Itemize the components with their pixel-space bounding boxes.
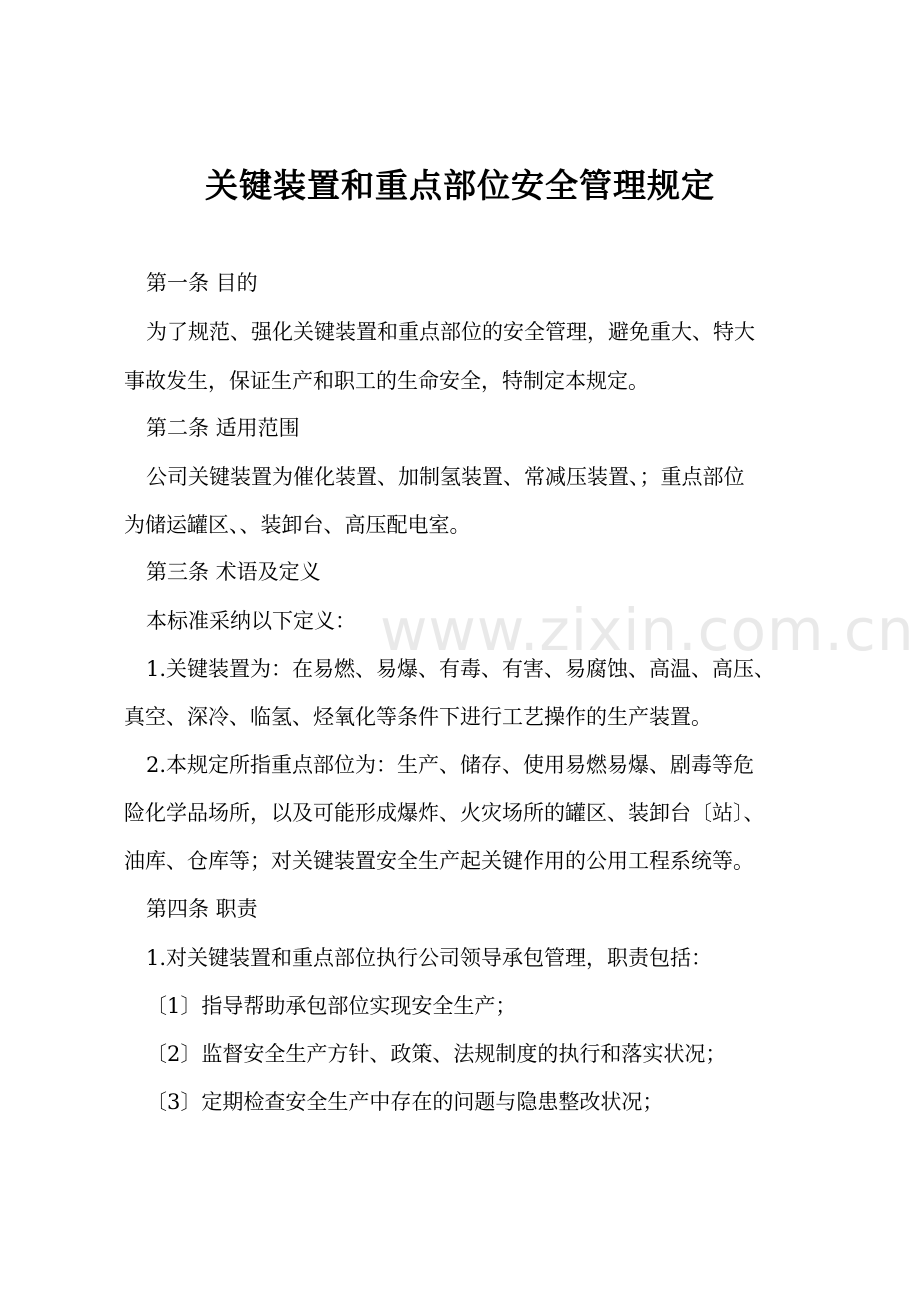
paragraph-line: 真空、深冷、临氢、烃氧化等条件下进行工艺操作的生产装置。	[124, 705, 712, 729]
paragraph-line: 公司关键装置为催化装置、加制氢装置、常减压装置、；重点部位	[146, 465, 745, 489]
paragraph-line: 1.对关键装置和重点部位执行公司领导承包管理，职责包括：	[146, 946, 713, 970]
list-item: 〔1〕指导帮助承包部位实现安全生产；	[146, 994, 517, 1018]
paragraph-line: 为了规范、强化关键装置和重点部位的安全管理，避免重大、特大	[146, 320, 755, 344]
list-item: 〔3〕定期检查安全生产中存在的问题与隐患整改状况；	[146, 1090, 664, 1114]
paragraph-line: 油库、仓库等；对关键装置安全生产起关键作用的公用工程系统等。	[124, 849, 754, 873]
watermark: www.zixin.com.cn	[380, 596, 915, 664]
paragraph-line: 本标准采纳以下定义：	[146, 609, 356, 633]
paragraph-line: 为储运罐区、、装卸台、高压配电室。	[124, 513, 471, 537]
paragraph-line: 事故发生，保证生产和职工的生命安全，特制定本规定。	[124, 369, 649, 393]
document-title: 关键装置和重点部位安全管理规定	[205, 166, 715, 205]
paragraph-line: 1.关键装置为：在易燃、易爆、有毒、有害、易腐蚀、高温、高压、	[146, 657, 776, 681]
article-4-heading: 第四条 职责	[146, 897, 258, 921]
paragraph-line: 险化学品场所，以及可能形成爆炸、火灾场所的罐区、装卸台〔站〕、	[124, 801, 765, 825]
article-3-heading: 第三条 术语及定义	[146, 560, 321, 584]
article-2-heading: 第二条 适用范围	[146, 416, 300, 440]
article-1-heading: 第一条 目的	[146, 271, 258, 295]
paragraph-line: 2.本规定所指重点部位为：生产、储存、使用易燃易爆、剧毒等危	[146, 753, 755, 777]
list-item: 〔2〕监督安全生产方针、政策、法规制度的执行和落实状况；	[146, 1042, 727, 1066]
